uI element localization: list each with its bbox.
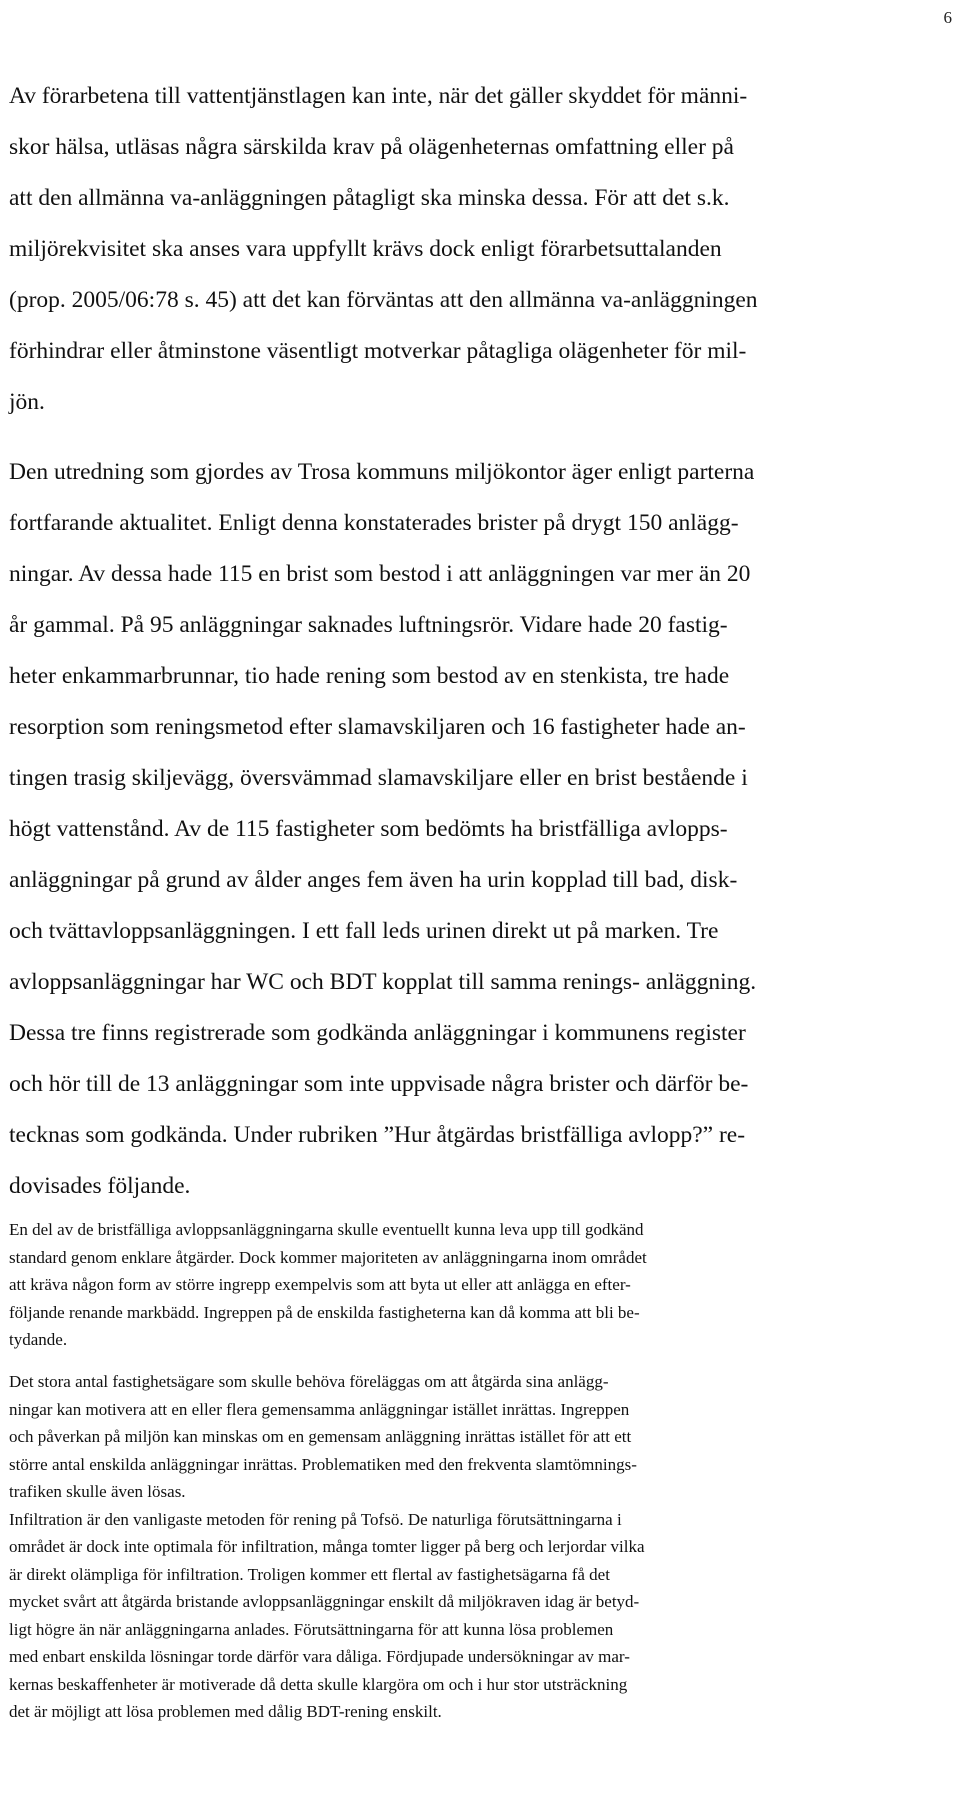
quote-line: tydande. — [9, 1330, 68, 1349]
text-line: fortfarande aktualitet. Enligt denna konstaterades brister på drygt 150 anlägg- — [9, 510, 739, 536]
quote-line: med enbart enskilda lösningar torde därför vara dåliga. Fördjupade undersökningar av mar- — [9, 1647, 630, 1666]
text-line: heter enkammarbrunnar, tio hade rening som bestod av en stenkista, tre hade — [9, 663, 730, 689]
text-line: och hör till de 13 anläggningar som inte uppvisade några brister och därför be- — [9, 1071, 749, 1097]
quote-line: ligt högre än när anläggningarna anlades. Förutsättningarna för att kunna lösa problemen — [9, 1619, 614, 1639]
text-line: ningar. Av dessa hade 115 en brist som bestod i att anläggningen var mer än 20 — [9, 561, 751, 587]
text-line: Den utredning som gjordes av Trosa kommuns miljökontor äger enligt parterna — [9, 459, 755, 485]
text-line: och tvättavloppsanläggningen. I ett fall leds urinen direkt ut på marken. Tre — [9, 918, 719, 944]
quote-block — [9, 1220, 955, 1350]
quote-line: Det stora antal fastighetsägare som skulle behöva föreläggas om att åtgärda sina anlägg- — [9, 1372, 609, 1391]
quote-line: större antal enskilda anläggningar inrättas. Problematiken med den frekventa slamtömnings- — [9, 1454, 637, 1474]
text-line: att den allmänna va-anläggningen påtagligt ska minska dessa. För att det s.k. — [9, 185, 730, 211]
quote-line: det är möjligt att lösa problemen med dålig BDT-rening enskilt. — [9, 1702, 442, 1721]
text-line: skor hälsa, utläsas några särskilda krav på olägenheternas omfattning eller på — [9, 134, 734, 160]
quote-line: En del av de bristfälliga avloppsanläggningarna skulle eventuellt kunna leva upp till godkänd — [9, 1220, 644, 1239]
text-line: tecknas som godkända. Under rubriken ”Hur åtgärdas bristfälliga avlopp?” re- — [9, 1122, 746, 1148]
quote-line: Infiltration är den vanligaste metoden för rening på Tofsö. De naturliga förutsättningarna i — [9, 1509, 622, 1529]
text-line: avloppsanläggningar har WC och BDT kopplat till samma renings- anläggning. — [9, 969, 757, 995]
text-line: miljörekvisitet ska anses vara uppfyllt krävs dock enligt förarbetsuttalanden — [9, 236, 722, 262]
text-line: dovisades följande. — [9, 1173, 191, 1199]
text-line: (prop. 2005/06:78 s. 45) att det kan förväntas att den allmänna va-anläggningen — [9, 287, 758, 313]
quote-line: är direkt olämpliga för infiltration. Troligen kommer ett flertal av fastighetsägarna få det — [9, 1564, 610, 1584]
quote-line: och påverkan på miljön kan minskas om en gemensam anläggning inrättas istället för att ett — [9, 1427, 632, 1446]
text-line: resorption som reningsmetod efter slamavskiljaren och 16 fastigheter hade an- — [9, 714, 746, 740]
text-line: Av förarbetena till vattentjänstlagen kan inte, när det gäller skyddet för männi- — [9, 83, 748, 109]
document-body — [9, 79, 955, 1730]
text-line: förhindrar eller åtminstone väsentligt motverkar påtagliga olägenheter för mil- — [9, 338, 747, 364]
text-line: jön. — [9, 389, 45, 415]
page-number: 6 — [943, 8, 952, 27]
quote-line: att kräva någon form av större ingrepp exempelvis som att byta ut eller att anlägga en efter- — [9, 1275, 631, 1294]
text-line: högt vattenstånd. Av de 115 fastigheter som bedömts ha bristfälliga avlopps- — [9, 816, 728, 842]
quote-line: standard genom enklare åtgärder. Dock kommer majoriteten av anläggningarna inom området — [9, 1247, 647, 1267]
quote-line: följande renande markbädd. Ingreppen på de enskilda fastigheterna kan då komma att bli be- — [9, 1302, 640, 1322]
quote-line: området är dock inte optimala för infiltration, många tomter ligger på berg och lerjordar vilka — [9, 1537, 645, 1556]
quote-line: trafiken skulle även lösas. — [9, 1482, 186, 1501]
text-line: år gammal. På 95 anläggningar saknades luftningsrör. Vidare hade 20 fastig- — [9, 612, 728, 638]
text-line: Dessa tre finns registrerade som godkända anläggningar i kommunens register — [9, 1020, 746, 1046]
paragraph — [9, 79, 955, 419]
quote-line: mycket svårt att åtgärda bristande avloppsanläggningar enskilt då miljökraven idag är betyd- — [9, 1592, 640, 1611]
text-line: anläggningar på grund av ålder anges fem även ha urin kopplad till bad, disk- — [9, 867, 738, 893]
quote-line: ningar kan motivera att en eller flera gemensamma anläggningar istället inrättas. Ingreppen — [9, 1399, 630, 1419]
paragraph — [9, 455, 955, 1203]
quote-block — [9, 1372, 955, 1502]
text-line: tingen trasig skiljevägg, översvämmad slamavskiljare eller en brist bestående i — [9, 765, 748, 791]
quote-line: kernas beskaffenheter är motiverade då detta skulle klargöra om och i hur stor utsträckning — [9, 1674, 628, 1694]
quote-block — [9, 1510, 955, 1723]
